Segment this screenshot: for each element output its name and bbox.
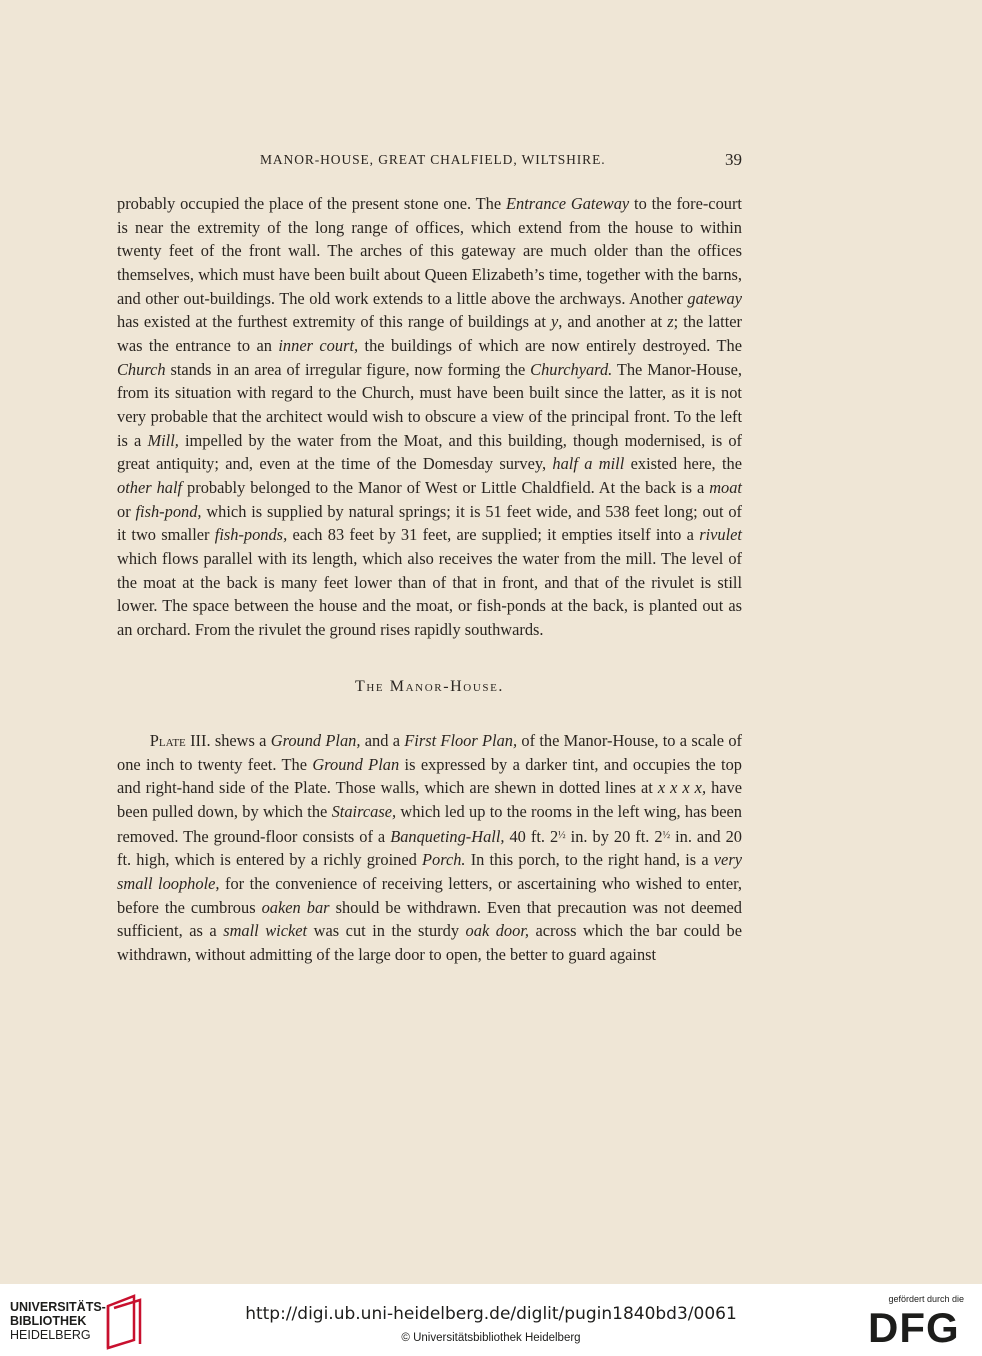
body-text xyxy=(117,192,742,967)
paragraph-2: Plate III. shews a Ground Plan, and a First Floor Plan, of the Manor-House, to a scale of one inch to twenty feet. The Ground Plan is expressed by a darker tint, and occupies the top and right-hand side of the Plate. Those walls, which are shewn in dotted lines at x x x x, have been pulled down, by which the Staircase, which led up to the rooms in the left wing, has been removed. The ground-floor consists of a Banqueting-Hall, 40 ft. $2^{\frac{1}{2}}$ in. by 20 ft. $2^{\frac{1}{2}}$ in. and 20 ft. high, which is entered by a richly groined Porch. In this porch, to the right hand, is a very small loophole, for the convenience of receiving letters, or ascertaining who wished to enter, before the cumbrous oaken bar should be withdrawn. Even that precaution was not deemed sufficient, as a small wicket was cut in the sturdy oak door, across which the bar could be withdrawn, without admitting of the large door to open, the better to guard against xyxy=(117,731,743,965)
running-head xyxy=(118,150,742,172)
section-heading: The Manor-House. xyxy=(354,678,505,696)
copyright-notice: © Universitätsbibliothek Heidelberg xyxy=(401,1332,581,1344)
running-head-title: MANOR-HOUSE, GREAT CHALFIELD, WILTSHIRE. xyxy=(260,152,606,167)
university-library-logo[interactable]: UNIVERSITÄTS- BIBLIOTHEK HEIDELBERG xyxy=(10,1292,145,1352)
page-number: 39 xyxy=(725,150,742,169)
source-url-link[interactable]: http://digi.ub.uni-heidelberg.de/diglit/pugin1840bd3/0061 xyxy=(245,1304,737,1324)
dfg-logo[interactable]: gefördert durch die DFG xyxy=(868,1294,964,1351)
paragraph-1: probably occupied the place of the present stone one. The Entrance Gateway to the fore-court is near the extremity of the long range of offices, which extend from the house to within twenty feet of the front wall. The arches of this gateway are much older than the offices themselves, which must have been built about Queen Elizabeth’s time, together with the barns, and other out-buildings. The old work extends to a little above the archways. Another gateway has existed at the furthest extremity of this range of buildings at y, and another at z; the latter was the entrance to an inner court, the buildings of which are now entirely destroyed. The Church stands in an area of irregular figure, now forming the Churchyard. The Manor-House, from its situation with regard to the Church, must have been built since the latter, as it is not very probable that the architect would wish to obscure a view of the principal front. To the left is a Mill, impelled by the water from the Moat, and this building, though modernised, is of great antiquity; and, even at the time of the Domesday survey, half a mill existed here, the other half probably belonged to the Manor of West or Little Chaldfield. At the back is a moat or fish-pond, which is supplied by natural springs; it is 51 feet wide, and 538 feet long; out of it two smaller fish-ponds, each 83 feet by 31 feet, are supplied; it empties itself into a rivulet which flows parallel with its length, which also receives the water from the mill. The level of the moat at the back is many feet lower than of that in front, and that of the rivulet is still lower. The space between the house and the moat, or fish-ponds at the back, is planted out as an orchard. From the rivulet the ground rises rapidly southwards. xyxy=(117,194,743,639)
footer-bar xyxy=(0,1284,982,1356)
